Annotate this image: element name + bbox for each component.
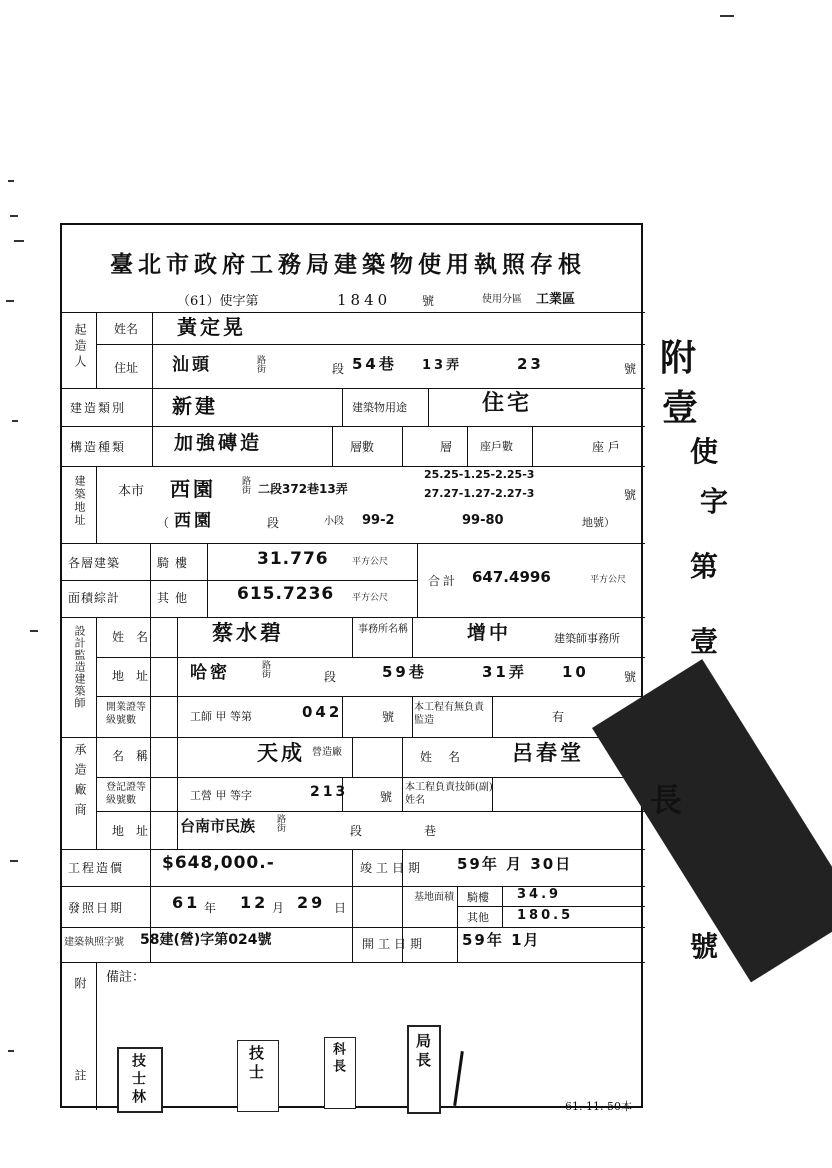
reg-suffix: 號 [382, 710, 395, 724]
designer-no: 10 [562, 663, 589, 681]
address-road: 汕頭 [172, 355, 212, 375]
c-addr-section: 段 [350, 824, 363, 838]
arcade-unit: 平方公尺 [352, 557, 389, 567]
office-label: 事務所名稱 [358, 624, 408, 635]
arcade-label: 騎樓 [157, 556, 194, 570]
cost-value: $648,000.- [162, 853, 275, 873]
reg-no: 042 [302, 703, 343, 721]
supervise-value: 有 [552, 710, 565, 724]
build-type-label: 建造類別 [70, 401, 127, 415]
site-city: 本市 [118, 484, 145, 499]
road-label: 路街 [257, 356, 267, 375]
stamp-3: 科長 [324, 1037, 356, 1109]
base-arcade-label: 騎樓 [467, 891, 489, 904]
c-reg-no: 213 [310, 784, 349, 800]
designer-alley: 31弄 [482, 663, 527, 681]
site-hao: 號 [624, 488, 637, 502]
form-code: 61. 11. 50本 [565, 1100, 632, 1113]
designer-name-label: 姓名 [112, 630, 161, 644]
designer-no-suffix: 號 [624, 670, 637, 684]
land-sub: 小段 [324, 516, 344, 527]
c-reg-value: 工營 甲 等字 [190, 789, 252, 802]
designer-lane: 59巷 [382, 663, 427, 681]
firm-label: 名稱 [112, 749, 161, 763]
permit-form: 臺北市政府工務局建築物使用執照存根 （61）使字第 1840 號 使用分區 工業區 起造人 姓名 黃定晃 住址 汕頭 路街 段 54巷 13弄 23 號 建造類別 新建 建築物用途 住宅 構造種類 加強磚造 層數 層 座戶數 座 戶 建築地址 本市 西園 路街 二段372巷13弄 25.25-1.25-2.25-3 27.27-1.27-2.27-3 號 （ 西園 段 小段 99-2 99-80 地號） 各層建築 面積綜計 騎樓 31.776 平方公尺 其他 615.7236 平方公尺 合計 647.4996 平方公尺 設計監造建築師 姓名 蔡水碧 事務所名稱 增中 建築師事務所 地址 哈密 路街 段 59巷 31弄 10 號 開業證等級號數 工師 甲 等第 042 號 本工程有無負責監造 有 承造廠商 名稱 天成 營造廠 姓名 呂春堂 登記證等級號數 工營 甲 等字 213 號 本工程負責技師(副)姓名 地址 台南市民族 路街 段 巷 工程造價 $648,000.- 竣工日期 59年 月 30日 發照日期 61 年 12 月 29 日 基地面積 騎樓 34.9 其他 180.5 建築執照字號 58建(營)字第024號 開工日期 59年 1月 附註 備註： 技士林 技士 科長 局長 [60, 223, 643, 1108]
use-label: 建築物用途 [352, 401, 407, 414]
use-value: 住宅 [482, 391, 533, 416]
base-arcade-value: 34.9 [517, 887, 562, 902]
build-type-value: 新建 [172, 394, 218, 418]
other-label: 其他 [157, 591, 194, 605]
issue-month: 12 [240, 893, 269, 912]
remarks-label: 附註 [73, 977, 87, 1161]
land-open: （ [157, 516, 170, 530]
permit-ref-label: 建築執照字號 [64, 937, 124, 948]
complete-label: 竣工日期 [360, 861, 425, 875]
address-no: 23 [517, 355, 544, 373]
designer-name: 蔡水碧 [212, 621, 284, 645]
structure-label: 構造種類 [70, 440, 127, 454]
base-other-value: 180.5 [517, 908, 574, 923]
address-section: 段 [332, 362, 345, 376]
site-group-label: 建築地址 [73, 475, 86, 527]
reg-label: 開業證等級號數 [106, 702, 146, 726]
address-lane: 54巷 [352, 355, 397, 373]
engineer-label: 本工程負責技師(副)姓名 [405, 782, 493, 806]
contractor-name-label: 姓名 [420, 750, 477, 764]
total-unit: 平方公尺 [590, 575, 627, 585]
contractor-group-label: 承造廠商 [73, 743, 87, 823]
c-addr-label: 地址 [112, 824, 161, 838]
name-label: 姓名 [114, 322, 139, 336]
designer-group-label: 設計監造建築師 [73, 625, 86, 709]
applicant-group-label: 起造人 [73, 323, 87, 371]
base-label: 基地面積 [414, 892, 454, 903]
complete-value: 59年 月 30日 [457, 855, 573, 873]
c-addr-lane: 巷 [424, 824, 437, 838]
stamp-4: 局長 [407, 1025, 441, 1114]
total-label: 合計 [428, 574, 459, 588]
zone-value: 工業區 [536, 292, 576, 307]
other-unit: 平方公尺 [352, 593, 389, 603]
c-reg-suffix: 號 [380, 790, 393, 804]
site-numbers-1: 25.25-1.25-2.25-3 [424, 468, 535, 481]
structure-value: 加強磚造 [174, 432, 263, 454]
designer-addr-label: 地址 [112, 669, 161, 683]
area-label-2: 面積綜計 [68, 591, 121, 605]
land-suffix: 地號） [582, 516, 615, 529]
floors-value: 層 [440, 440, 453, 454]
stamp-2: 技士 [237, 1040, 279, 1112]
issue-year: 61 [172, 893, 201, 912]
land-duan: 段 [267, 516, 280, 530]
designer-section: 段 [324, 670, 337, 684]
permit-ref-value: 58建(營)字第024號 [140, 932, 272, 948]
c-addr-value: 台南市民族 [180, 817, 256, 835]
permit-suffix: 號 [422, 294, 435, 308]
office-suffix: 建築師事務所 [554, 632, 620, 645]
area-label-1: 各層建築 [68, 556, 121, 570]
contractor-name: 呂春堂 [512, 741, 584, 765]
firm-value: 天成 [257, 741, 305, 765]
cost-label: 工程造價 [68, 861, 125, 875]
site-numbers-2: 27.27-1.27-2.27-3 [424, 487, 535, 500]
address-label: 住址 [114, 361, 139, 375]
address-no-suffix: 號 [624, 362, 637, 376]
supervise-label: 本工程有無負責監造 [414, 702, 484, 726]
name-value: 黃定晃 [177, 315, 246, 339]
issue-label: 發照日期 [68, 901, 125, 915]
units-value: 座 戶 [592, 440, 620, 454]
zone-label: 使用分區 [482, 294, 522, 305]
office-value: 增中 [467, 622, 512, 644]
land-no-2: 99-80 [462, 513, 504, 528]
firm-suffix: 營造廠 [312, 747, 342, 758]
address-alley: 13弄 [422, 358, 463, 373]
form-title: 臺北市政府工務局建築物使用執照存根 [110, 251, 586, 278]
permit-number: 1840 [337, 291, 392, 309]
site-section: 二段372巷13弄 [258, 482, 348, 496]
designer-road: 哈密 [190, 663, 230, 683]
c-reg-label: 登記證等級號數 [106, 782, 146, 806]
total-value: 647.4996 [472, 568, 551, 586]
site-road: 西園 [170, 477, 216, 501]
start-value: 59年 1月 [462, 931, 541, 949]
floors-label: 層數 [350, 440, 375, 454]
c-road-label: 路街 [277, 815, 287, 834]
base-other-label: 其他 [467, 911, 489, 924]
units-label: 座戶數 [480, 440, 513, 453]
stamp-1: 技士林 [117, 1047, 163, 1113]
arcade-value: 31.776 [257, 549, 329, 569]
land-section: 西園 [174, 511, 214, 531]
reg-value: 工師 甲 等第 [190, 710, 252, 723]
issue-day: 29 [297, 893, 326, 912]
remarks-title: 備註： [106, 970, 146, 985]
designer-road-label: 路街 [262, 661, 272, 680]
start-label: 開工日期 [362, 937, 427, 951]
permit-prefix: （61）使字第 [177, 294, 259, 309]
other-value: 615.7236 [237, 584, 335, 604]
land-no-1: 99-2 [362, 513, 395, 528]
site-road-label: 路街 [242, 477, 252, 496]
